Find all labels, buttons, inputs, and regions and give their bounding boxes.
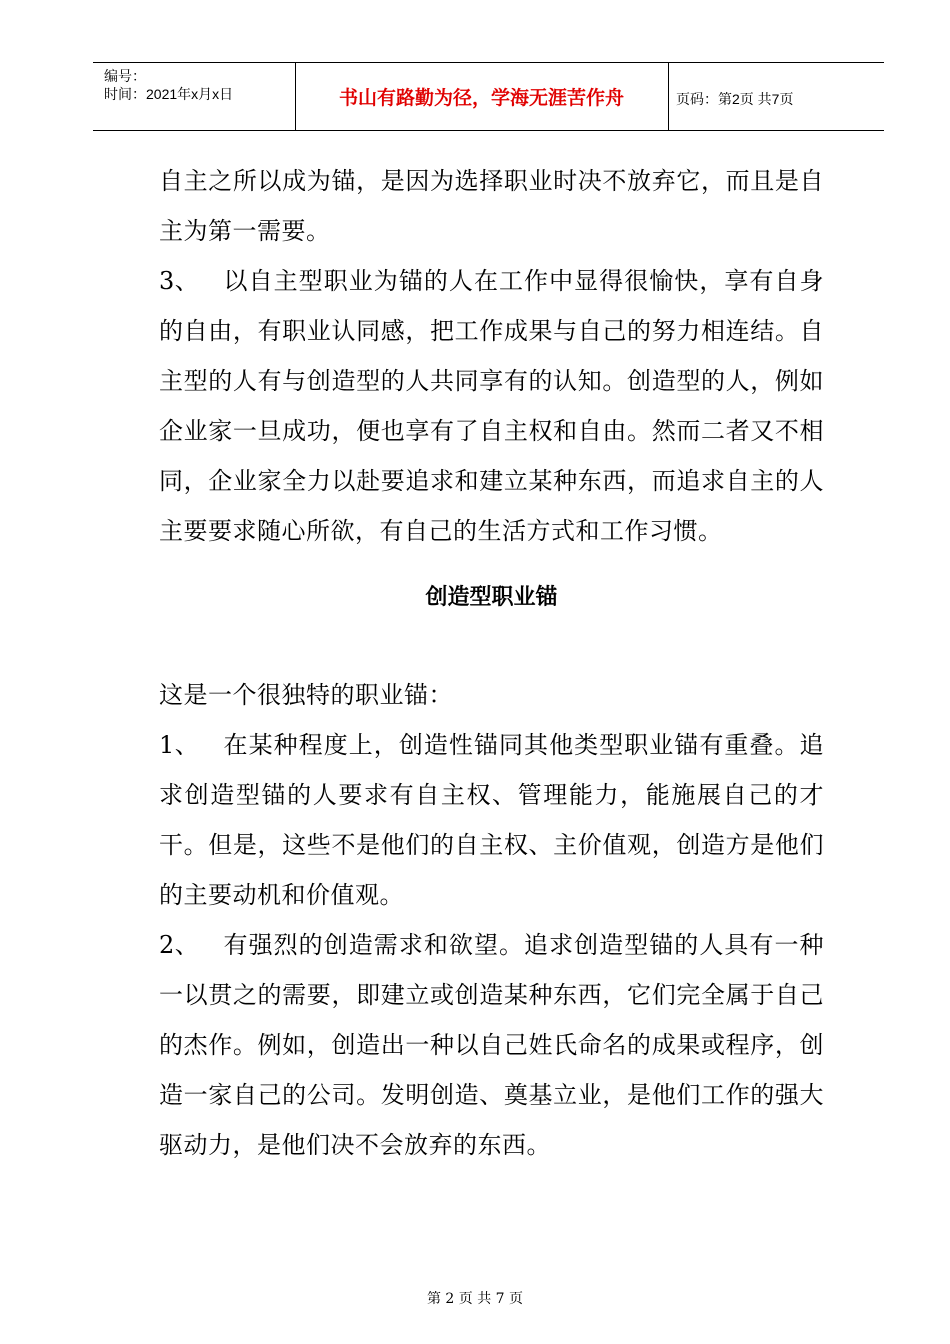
list-number: 1、 — [159, 731, 200, 759]
header-page-number: 页码：第2页 共7页 — [676, 91, 794, 107]
paragraph-item-1 — [159, 720, 824, 920]
section-heading: 创造型职业锚 — [425, 585, 558, 610]
paragraph-item-3 — [159, 256, 824, 556]
paragraph-text: 在某种程度上，创造性锚同其他类型职业锚有重叠。追求创造型锚的人要求有自主权、管理能力，能施展自己的才干。但是，这些不是他们的自主权、主价值观，创造方是他们的主要动机和价值观。 — [159, 731, 824, 909]
page-header — [93, 62, 884, 131]
document-id-label: 编号： — [104, 68, 146, 84]
list-number: 3、 — [159, 267, 200, 295]
paragraph-text: 以自主型职业为锚的人在工作中显得很愉快，享有自身的自由，有职业认同感，把工作成果与自己的努力相连结。自主型的人有与创造型的人共同享有的认知。创造型的人，例如企业家一旦成功，便也享有了自主权和自由。然而二者又不相同，企业家全力以赴要追求和建立某种东西，而追求自主的人主要要求随心所欲，有自己的生活方式和工作习惯。 — [159, 267, 824, 545]
document-time-label: 时间：2021年x月x日 — [104, 86, 234, 102]
list-number: 2、 — [159, 931, 200, 959]
header-meta-cell — [93, 63, 296, 130]
page-footer: 第 2 页 共 7 页 — [426, 1291, 524, 1307]
paragraph-item-2 — [159, 920, 824, 1170]
document-body — [159, 156, 824, 1170]
paragraph-text: 有强烈的创造需求和欲望。追求创造型锚的人具有一种一以贯之的需要，即建立或创造某种东西，它们完全属于自己的杰作。例如，创造出一种以自己姓氏命名的成果或程序，创造一家自己的公司。发明创造、奠基立业，是他们工作的强大驱动力，是他们决不会放弃的东西。 — [159, 931, 824, 1159]
header-motto-cell — [295, 63, 669, 130]
paragraph-autonomy-anchor: 自主之所以成为锚，是因为选择职业时决不放弃它，而且是自主为第一需要。 — [159, 167, 824, 245]
paragraph-intro: 这是一个很独特的职业锚： — [159, 681, 453, 709]
header-page-cell — [669, 63, 884, 130]
header-motto: 书山有路勤为径，学海无涯苦作舟 — [338, 87, 624, 109]
